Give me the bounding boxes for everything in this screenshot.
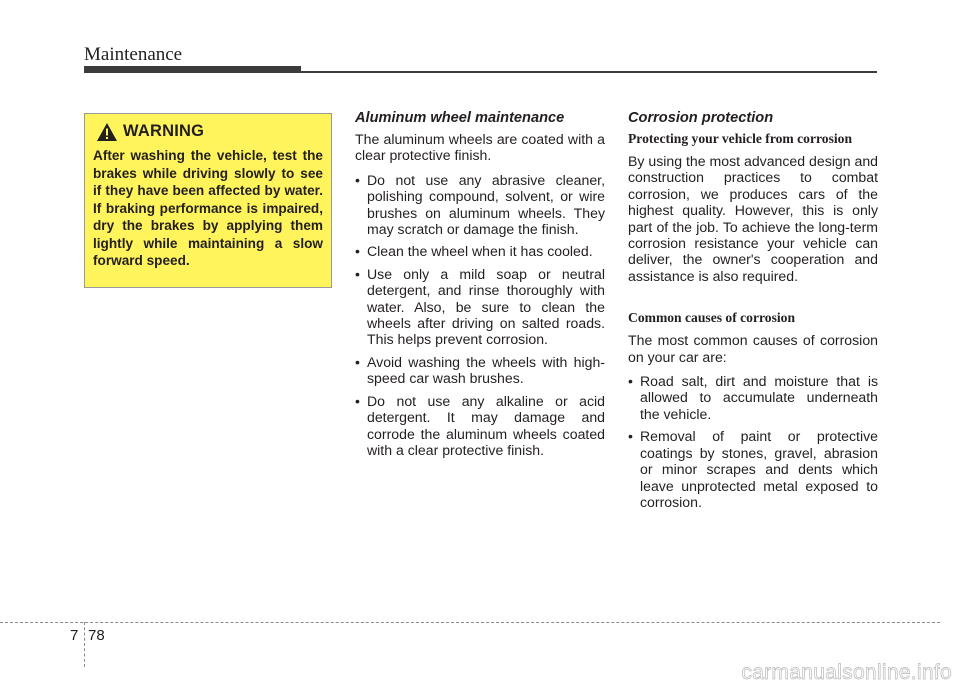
corrosion-section: [628, 110, 878, 516]
causes-intro: The most common causes of corrosion on your car are:: [628, 332, 878, 365]
bullet-icon: •: [628, 428, 633, 445]
corrosion-bullets: [628, 373, 878, 510]
header-rule: [301, 71, 877, 73]
page-number: 78: [88, 627, 105, 644]
header-bar: [84, 66, 301, 73]
list-item: • Removal of paint or protective coatings by stones, gravel, abrasion or minor scrapes and dents which leave unprotected metal exposed to corrosion.: [628, 428, 878, 510]
warning-box: [84, 113, 332, 288]
warning-text: After washing the vehicle, test the brakes while driving slowly to see if they have been affected by water. If braking performance is impaired, dry the brakes by applying them lightly while maintaining a slow forward speed.: [93, 148, 323, 268]
warning-title: WARNING: [123, 122, 205, 140]
list-item: • Clean the wheel when it has cooled.: [355, 243, 593, 260]
bullet-icon: •: [355, 353, 360, 370]
corrosion-subhead-protecting: Protecting your vehicle from corrosion: [628, 131, 852, 146]
aluminum-title: Aluminum wheel maintenance: [355, 110, 565, 126]
bullet-icon: •: [355, 392, 360, 409]
section-header: Maintenance: [84, 44, 183, 65]
corrosion-title: Corrosion protection: [628, 110, 774, 126]
corrosion-paragraph: By using the most advanced design and construction practices to combat corrosion, we produces cars of the highest quality. However, this is only part of the job. To achieve the long-term corrosion resistance your vehicle can deliver, the owner's cooperation and assistance is also required.: [628, 153, 878, 284]
bullet-icon: •: [355, 171, 360, 188]
watermark: carmanualsonline.info: [741, 661, 952, 684]
list-item: • Do not use any abrasive cleaner, polishing compound, solvent, or wire brushes on aluminum wheels. They may scratch or damage the finish.: [355, 171, 605, 238]
list-item: • Use only a mild soap or neutral detergent, and rinse thoroughly with water. Also, be sure to clean the wheels after driving on salted roads. This helps prevent corrosion.: [355, 265, 605, 348]
bullet-icon: •: [355, 243, 360, 260]
bullet-icon: •: [628, 373, 633, 390]
warning-header: [93, 122, 323, 141]
aluminum-bullets: [355, 172, 605, 459]
footer-divider: [84, 622, 85, 667]
list-item: • Do not use any alkaline or acid detergent. It may damage and corrode the aluminum wheels coated with a clear protective finish.: [355, 392, 605, 458]
list-item: • Avoid washing the wheels with high-speed car wash brushes.: [355, 353, 605, 387]
bullet-icon: •: [355, 265, 360, 282]
chapter-number: 7: [70, 627, 79, 644]
list-item: • Road salt, dirt and moisture that is allowed to accumulate underneath the vehicle.: [628, 373, 878, 422]
footer-rule: [0, 622, 940, 623]
corrosion-subhead-causes: Common causes of corrosion: [628, 310, 796, 326]
aluminum-wheel-section: [355, 110, 605, 464]
aluminum-intro: The aluminum wheels are coated with a clear protective finish.: [355, 131, 605, 164]
warning-triangle-icon: [97, 123, 117, 141]
